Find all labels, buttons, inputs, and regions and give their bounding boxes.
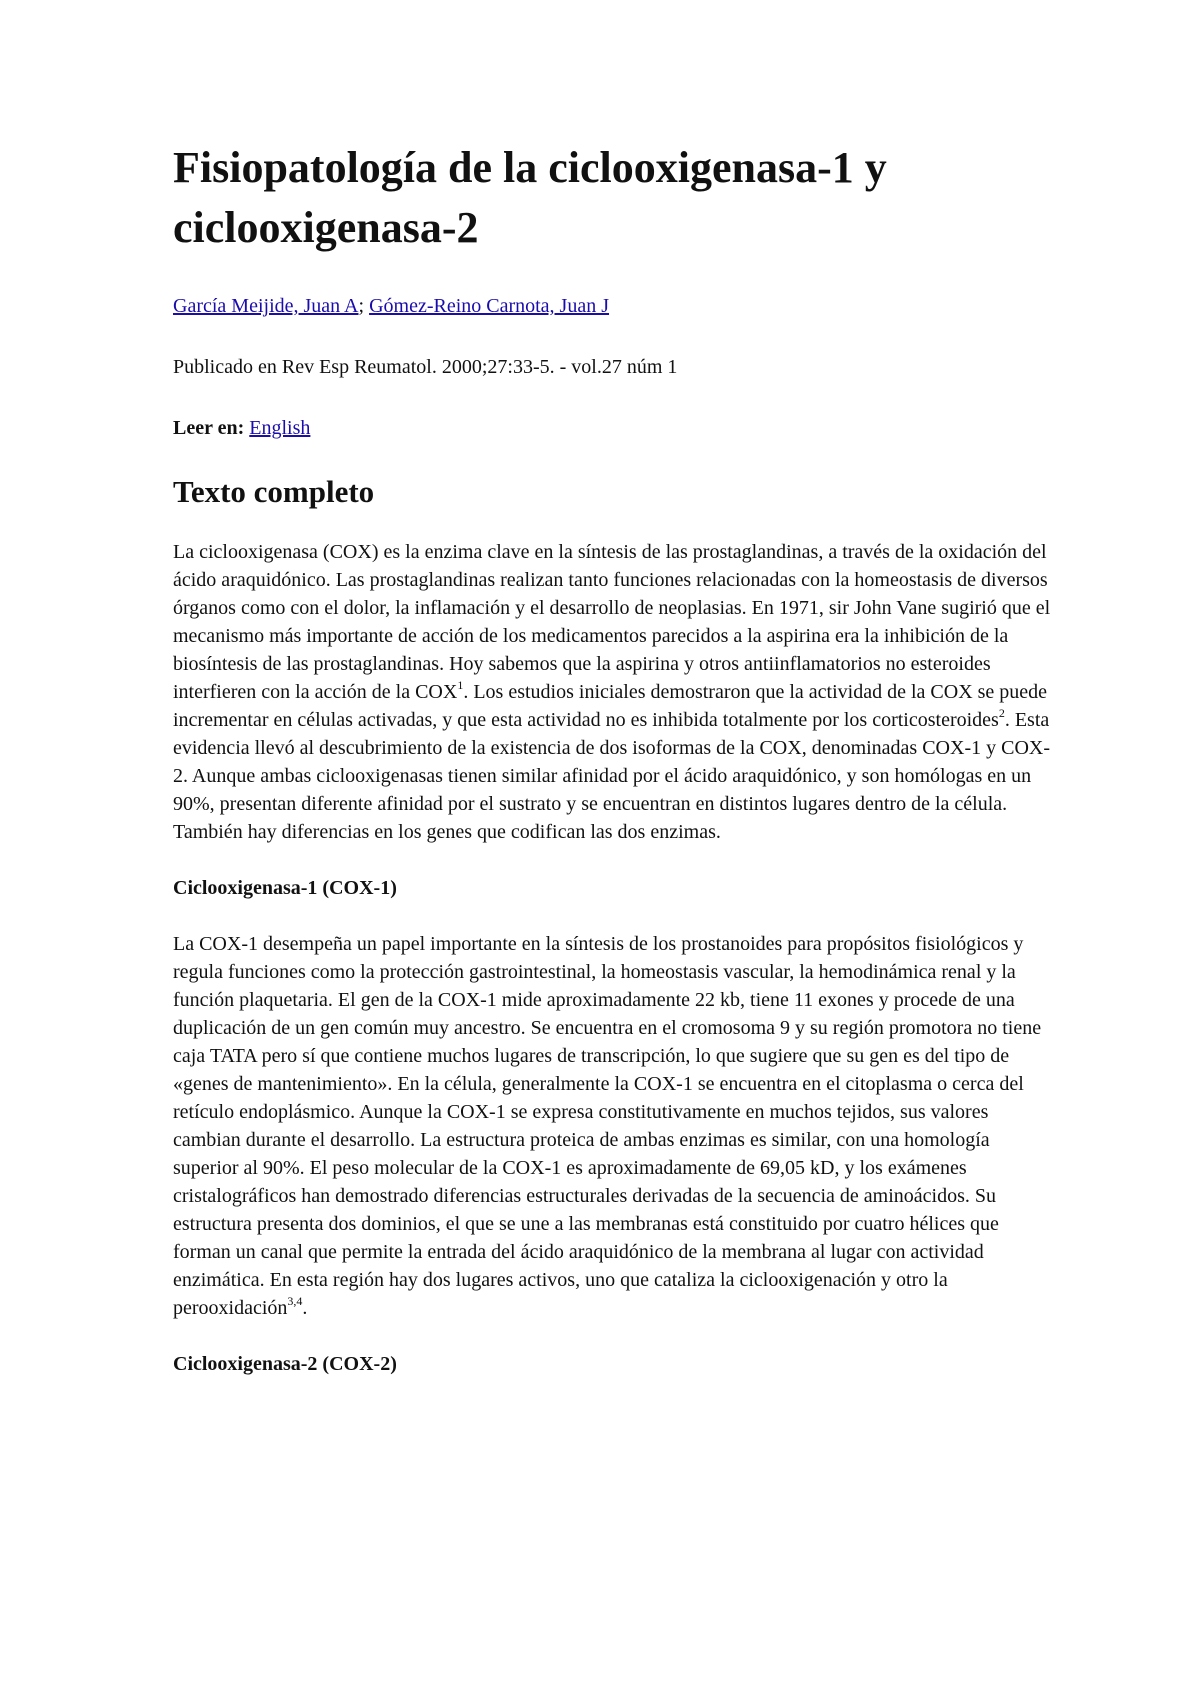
section-heading-cox1: Ciclooxigenasa-1 (COX-1) xyxy=(173,877,397,899)
author-separator: ; xyxy=(358,295,370,317)
author-list xyxy=(173,292,1053,320)
citation-2: 2 xyxy=(998,706,1005,720)
intro-text-1: La ciclooxigenasa (COX) es la enzima clave en la síntesis de las prostaglandinas, a través de la oxidación del ácido araquidónico. Las prostaglandinas realizan tanto funciones relacionadas con la homeostasis de diversos órganos como con el dolor, la inflamación y el desarrollo de neoplasias. En 1971, sir John Vane sugirió que el mecanismo más importante de acción de los medicamentos parecidos a la aspirina era la inhibición de la biosíntesis de las prostaglandinas. Hoy sabemos que la aspirina y otros antiinflamatorios no esteroides interfieren con la acción de la COX xyxy=(173,541,1051,703)
intro-paragraph xyxy=(173,538,1053,846)
read-in-label: Leer en: xyxy=(173,417,245,439)
fulltext-heading: Texto completo xyxy=(173,474,375,509)
citation-1: 1 xyxy=(457,678,464,692)
author-link-1[interactable]: García Meijide, Juan A xyxy=(173,295,359,317)
author-link-2[interactable]: Gómez-Reino Carnota, Juan J xyxy=(369,295,610,317)
citation-3-4: 3,4 xyxy=(287,1294,303,1308)
intro-text-2: . Los estudios iniciales demostraron que la actividad de la COX se puede incrementar en células activadas, y que esta actividad no es inhibida totalmente por los corticosteroides xyxy=(173,681,1048,731)
publication-info: Publicado en Rev Esp Reumatol. 2000;27:33-5. - vol.27 núm 1 xyxy=(173,356,678,378)
cox1-text: La COX-1 desempeña un papel importante en la síntesis de los prostanoides para propósitos fisiológicos y regula funciones como la protección gastrointestinal, la homeostasis vascular, la hemodinámica renal y la función plaquetaria. El gen de la COX-1 mide aproximadamente 22 kb, tiene 11 exones y procede de una duplicación de un gen común muy ancestro. Se encuentra en el cromosoma 9 y su región promotora no tiene caja TATA pero sí que contiene muchos lugares de transcripción, lo que sugiere que su gen es del tipo de «genes de mantenimiento». En la célula, generalmente la COX-1 se encuentra en el citoplasma o cerca del retículo endoplásmico. Aunque la COX-1 se expresa constitutivamente en muchos tejidos, sus valores cambian durante el desarrollo. La estructura proteica de ambas enzimas es similar, con una homología superior al 90%. El peso molecular de la COX-1 es aproximadamente de 69,05 kD, y los exámenes cristalográficos han demostrado diferencias estructurales derivadas de la secuencia de aminoácidos. Su estructura presenta dos dominios, el que se une a las membranas está constituido por cuatro hélices que forman un canal que permite la entrada del ácido araquidónico de la membrana al lugar con actividad enzimática. En esta región hay dos lugares activos, uno que cataliza la ciclooxigenación y otro la perooxidación xyxy=(173,933,1042,1319)
language-link-english[interactable]: English xyxy=(249,417,311,439)
intro-text-3: . Esta evidencia llevó al descubrimiento de la existencia de dos isoformas de la COX, denominadas COX-1 y COX-2. Aunque ambas ciclooxigenasas tienen similar afinidad por el ácido araquidónico, y son homólogas en un 90%, presentan diferente afinidad por el sustrato y se encuentran en distintos lugares dentro de la célula. También hay diferencias en los genes que codifican las dos enzimas. xyxy=(173,709,1050,843)
section-heading-cox2: Ciclooxigenasa-2 (COX-2) xyxy=(173,1353,397,1375)
article-title: Fisiopatología de la ciclooxigenasa-1 y ciclooxigenasa-2 xyxy=(173,143,887,252)
cox1-text-end: . xyxy=(302,1297,308,1319)
article-page xyxy=(173,138,1053,1406)
read-in-row xyxy=(173,414,1053,442)
cox1-paragraph xyxy=(173,930,1053,1322)
